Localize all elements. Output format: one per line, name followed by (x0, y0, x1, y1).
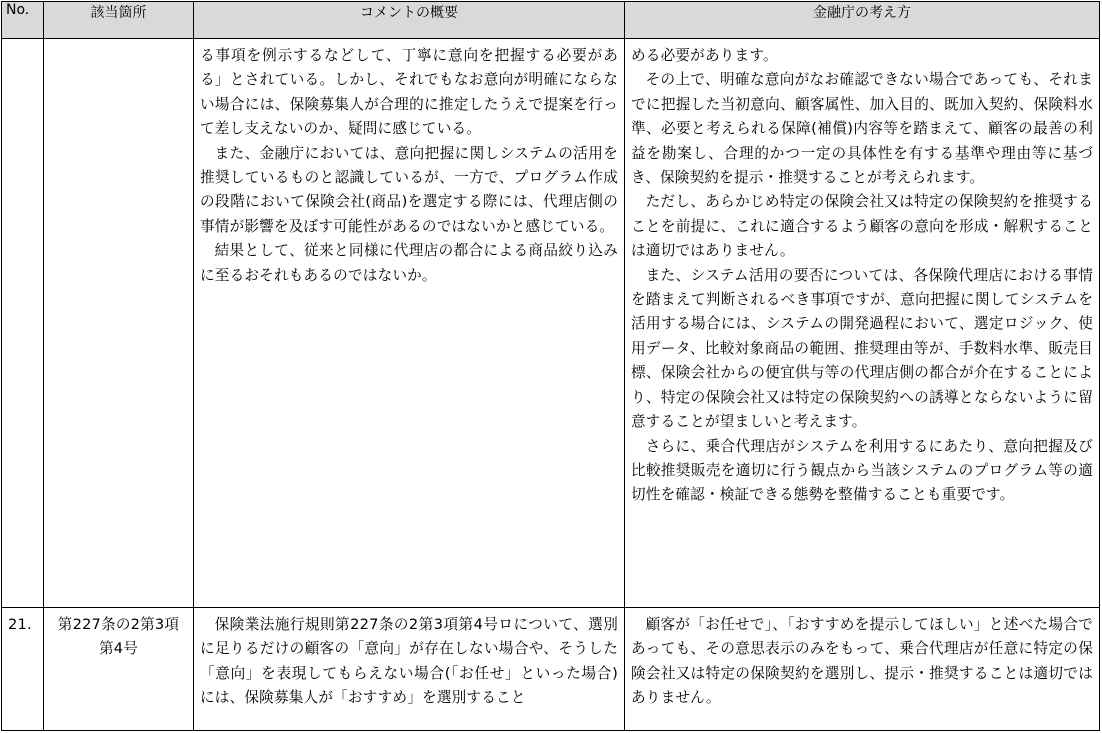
comment-cell (194, 608, 625, 731)
comment-text (194, 608, 624, 711)
row-number-cell (2, 39, 44, 608)
fsa-paragraph: また、システム活用の要否については、各保険代理店における事情を踏まえて判断されるべき事項ですが、意向把握に関してシステムを活用する場合には、システムの開発過程において、選定ロジック、使用データ、比較対象商品の範囲、推奨理由等が、手数料水準、販売目標、保険会社からの便宜供与等の代理店側の都合が介在することにより、特定の保険会社又は特定の保険契約への誘導とならないように留意することが望ましいと考えます。 (631, 266, 1093, 431)
header-comment: コメントの概要 (194, 2, 625, 39)
comment-text (194, 39, 624, 288)
comment-paragraph: 保険業法施行規則第227条の2第3項第4号ロについて、選別に足りるだけの顧客の「意向」が存在しない場合や、そうした「意向」を表現してもらえない場合(「お任せ」といった場合)には、保険募集人が「おすすめ」を選別すること (200, 616, 618, 707)
fsa-paragraph: その上で、明確な意向がなお確認できない場合であっても、それまでに把握した当初意向、顧客属性、加入目的、既加入契約、保険料水準、必要と考えられる保障(補償)内容等を踏まえて、顧客の最善の利益を勘案し、合理的かつ一定の具体性を有する基準や理由等に基づき、保険契約を提示・推奨することが考えられます。 (631, 71, 1093, 187)
fsa-paragraph: ただし、あらかじめ特定の保険会社又は特定の保険契約を推奨することを前提に、これに適合するよう顧客の意向を形成・解釈することは適切ではありません。 (631, 193, 1093, 260)
comment-paragraph: る事項を例示するなどして、丁寧に意向を把握する必要がある」とされている。しかし、それでもなお意向が明確にならない場合には、保険募集人が合理的に推定したうえで提案を行って差し支えないのか、疑問に感じている。 (200, 47, 618, 138)
fsa-paragraph: める必要があります。 (631, 47, 778, 64)
fsa-view-text (625, 608, 1099, 711)
header-article: 該当箇所 (44, 2, 194, 39)
table-row (2, 608, 1100, 731)
article-text (44, 608, 193, 662)
header-no: No. (2, 2, 44, 39)
comment-paragraph: 結果として、従来と同様に代理店の都合による商品絞り込みに至るおそれもあるのではないか。 (200, 242, 618, 284)
article-line: 第227条の2第3項 (57, 616, 180, 633)
article-text (44, 39, 193, 44)
fsa-view-cell (625, 39, 1100, 608)
comment-paragraph: また、金融庁においては、意向把握に関しシステムの活用を推奨しているものと認識しているが、一方で、プログラム作成の段階において保険会社(商品)を選定する際には、代理店側の事情が影響を及ぼす可能性があるのではないかと感じている。 (200, 144, 618, 235)
article-cell (44, 39, 194, 608)
table-row (2, 39, 1100, 608)
row-number: 21. (8, 616, 32, 633)
comment-cell (194, 39, 625, 608)
article-line: 第4号 (98, 640, 139, 658)
comment-table (1, 1, 1100, 731)
fsa-paragraph: 顧客が「お任せで」、「おすすめを提示してほしい」と述べた場合であっても、その意思表示のみをもって、乗合代理店が任意に特定の保険会社又は特定の保険契約を選別し、提示・推奨することは適切ではありません。 (631, 616, 1093, 707)
header-row (2, 2, 1100, 39)
fsa-view-text (625, 39, 1099, 508)
header-fsa-view: 金融庁の考え方 (625, 2, 1100, 39)
row-number-cell (2, 608, 44, 731)
fsa-view-cell (625, 608, 1100, 731)
article-cell (44, 608, 194, 731)
fsa-paragraph: さらに、乗合代理店がシステムを利用するにあたり、意向把握及び比較推奨販売を適切に行う観点から当該システムのプログラム等の適切性を確認・検証できる態勢を整備することも重要です。 (631, 437, 1093, 504)
row-number (2, 39, 43, 44)
